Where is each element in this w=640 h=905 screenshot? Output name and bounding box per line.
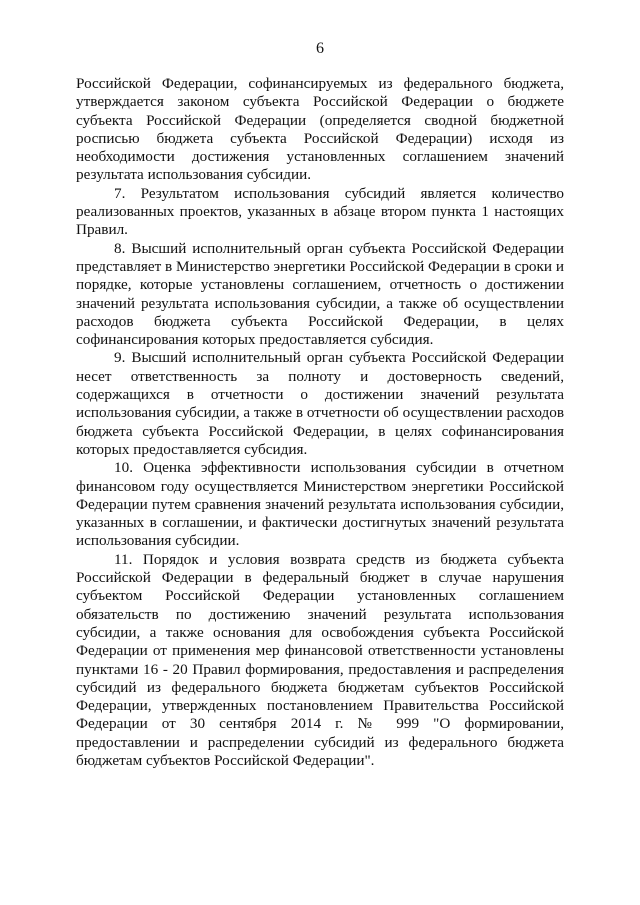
paragraph-item-9: 9. Высший исполнительный орган субъекта Российской Федерации несет ответственность за полноту и достоверность сведений, содержащихся в отчетности о достижении значений результата использования субсидии, а также в отчетности об осуществлении расходов бюджета субъекта Российской Федерации, в целях софинансирования которых предоставляется субсидия. <box>76 349 564 458</box>
paragraph-item-7: 7. Результатом использования субсидий является количество реализованных проектов, указанных в абзаце втором пункта 1 настоящих Правил. <box>76 184 564 239</box>
paragraph-item-10: 10. Оценка эффективности использования субсидии в отчетном финансовом году осуществляется Министерством энергетики Российской Федерации путем сравнения значений результата использования субсидии, указанных в соглашении, и фактически достигнутых значений результата использования субсидии. <box>76 459 564 550</box>
paragraph-continuation: Российской Федерации, софинансируемых из федерального бюджета, утверждается законом субъекта Российской Федерации о бюджете субъекта Российской Федерации (определяется сводной бюджетной росписью бюджета субъекта Российской Федерации) исходя из необходимости достижения установленных соглашением значений результата использования субсидии. <box>76 75 564 184</box>
paragraph-item-8: 8. Высший исполнительный орган субъекта Российской Федерации представляет в Министерство энергетики Российской Федерации в сроки и порядке, которые установлены соглашением, отчетность о достижении значений результата использования субсидии, а также об осуществлении расходов бюджета субъекта Российской Федерации, в целях софинансирования которых предоставляется субсидия. <box>76 239 564 349</box>
document-body <box>76 75 564 770</box>
paragraph-item-11: 11. Порядок и условия возврата средств из бюджета субъекта Российской Федерации в федеральный бюджет в случае нарушения субъектом Российской Федерации установленных соглашением обязательств по достижению значений результата использования субсидии, а также основания для освобождения субъекта Российской Федерации от применения мер финансовой ответственности установлены пунктами 16 - 20 Правил формирования, предоставления и распределения субсидий из федерального бюджета бюджетам субъектов Российской Федерации, утвержденных постановлением Правительства Российской Федерации от 30 сентября 2014 г. № 999 "О формировании, предоставлении и распределении субсидий из федерального бюджета бюджетам субъектов Российской Федерации". <box>76 550 564 769</box>
page-number: 6 <box>316 40 324 57</box>
